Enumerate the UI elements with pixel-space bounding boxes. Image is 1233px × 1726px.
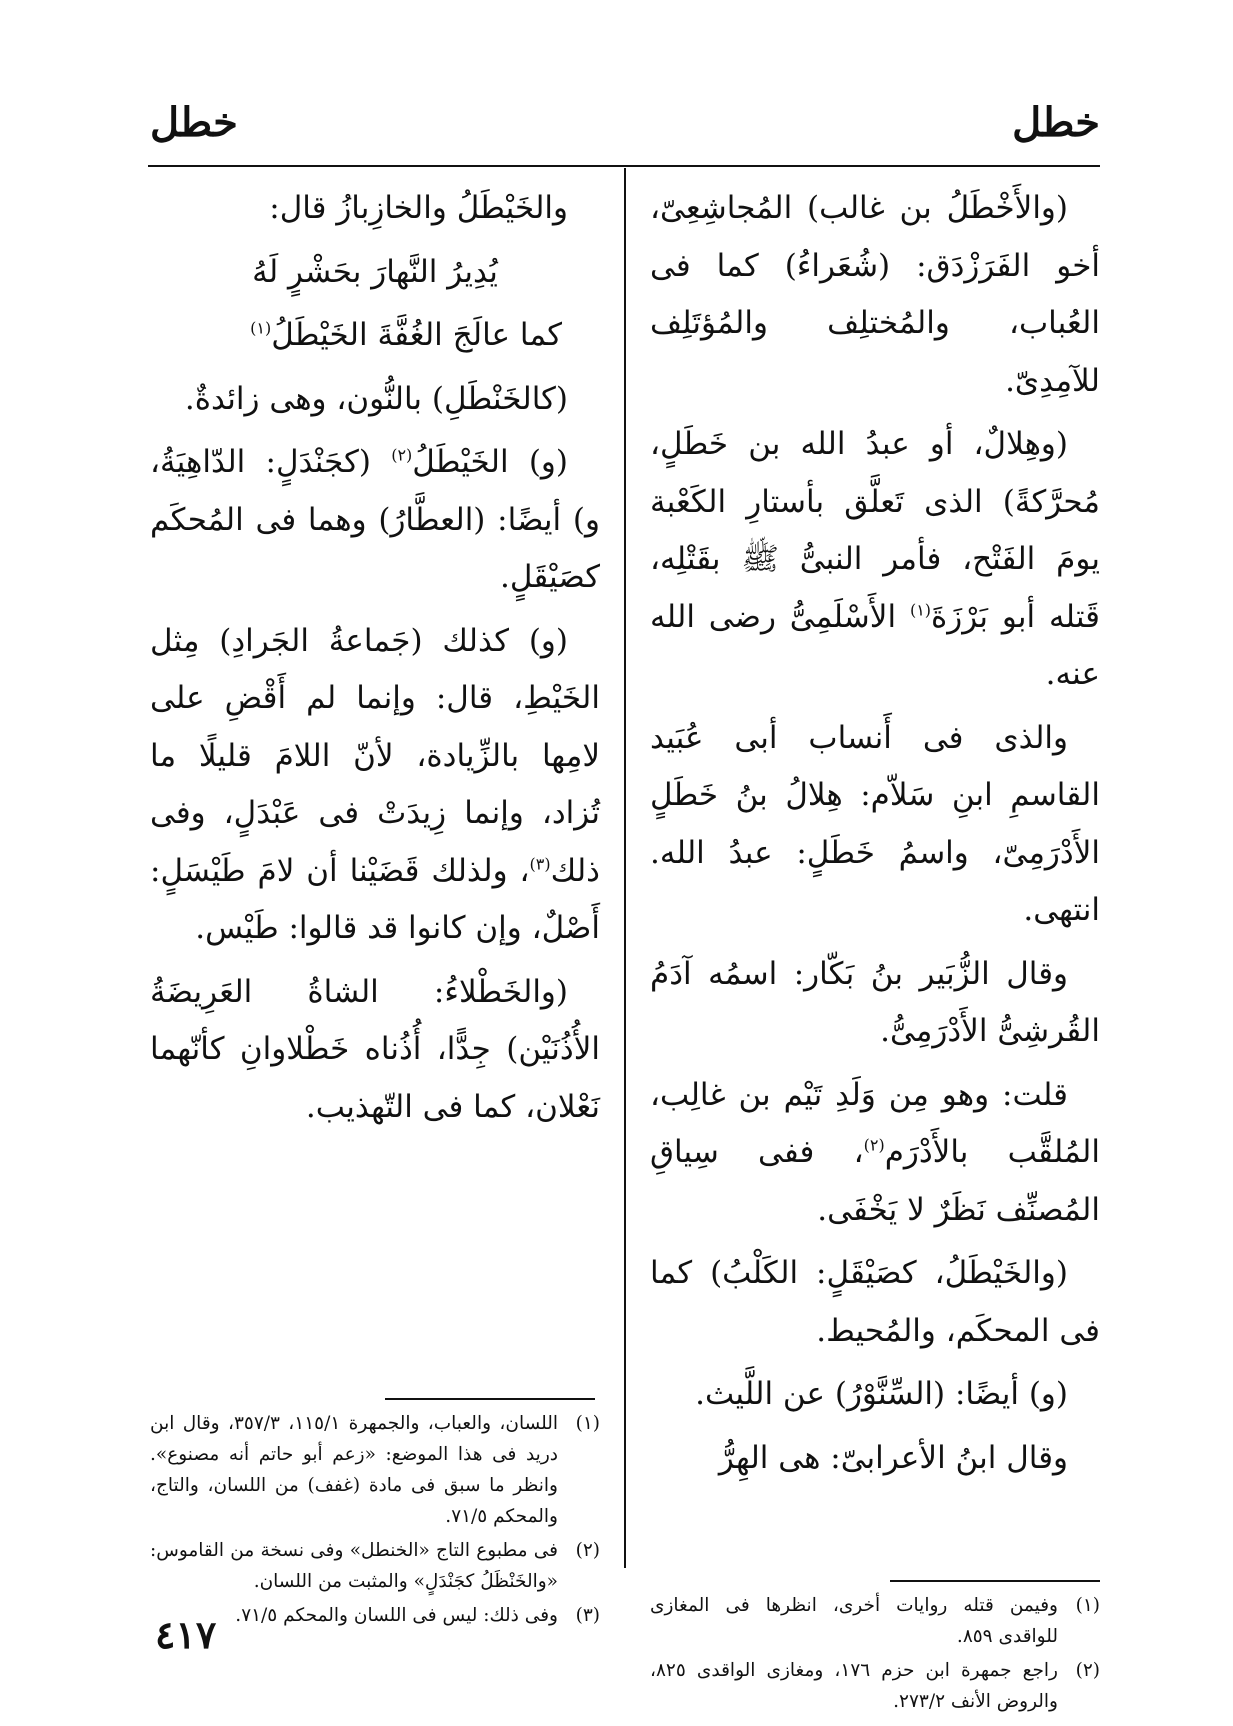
footnote-text: راجع جمهرة ابن حزم ١٧٦، ومغازى الواقدى ٨٢٥، والروض الأنف ٢٧٣/٢.	[650, 1660, 1058, 1712]
footnote-text: وفيمن قتله روايات أخرى، انظرها فى المغازى للواقدى ٨٥٩.	[650, 1595, 1058, 1647]
entry-zubayr: وقال الزُّبَير بنُ بَكّار: اسمُه آدَمُ القُرشِىُّ الأَدْرَمِىُّ.	[650, 955, 1100, 1049]
header-left-word: خطل	[150, 99, 238, 146]
footnote-text: اللسان، والعباب، والجمهرة ١١٥/١، ٣٥٧/٣، وقال ابن دريد فى هذا الموضع: «زعم أبو حاتم أنه مصنوع». وانظر ما سبق فى مادة (غفف) من اللسان، والتاج، والمحكم ٧١/٥.	[150, 1413, 558, 1527]
entry-jamaat-jarad-b: ، ولذلك قَضَيْنا أن لامَ طَيْسَلٍ: أَصْلٌ، وإن كانوا قد قالوا: طَيْس.	[150, 852, 600, 946]
footnote-ref: (٢)	[863, 1135, 885, 1155]
page-header	[150, 88, 1100, 158]
footnote-number: (٢)	[575, 1540, 600, 1561]
footnote-ref: (١)	[250, 318, 272, 338]
entry-qult-tail: ، ففى سِياقِ المُصنِّف نَظَرٌ لا يَخْفَى.	[650, 1134, 1100, 1228]
entry-sinnawr: (و) أيضًا: (السِّنَّوْرُ) عن اللَّيث.	[695, 1376, 1068, 1412]
footnote-number: (٣)	[575, 1605, 600, 1626]
entry-khaytal-dahiya	[150, 434, 600, 607]
left-column	[150, 180, 600, 1142]
entry-jamaat-jarad-a: (و) كذلك (جَماعةُ الجَرادِ) مِثل الخَيْطِ، قال: وإنما لم أَقْضِ على لامِها بالزِّيادة، لأنّ اللامَ قليلًا ما تُزاد، وإنما زِيدَتْ فى عَبْدَلٍ، وفى ذلك	[150, 622, 600, 889]
footnote-text: فى مطبوع التاج «الخنطل» وفى نسخة من القاموس: «والخَنْظَلُ كجَنْدَلٍ» والمثبت من اللسان.	[150, 1540, 558, 1592]
right-footnotes	[650, 1590, 1100, 1720]
footnote-item	[150, 1600, 600, 1631]
verse-line-2	[150, 307, 600, 365]
entry-hilal-tail: الأَسْلَمِىُّ رضى الله عنه.	[650, 598, 1100, 692]
footnote-ref: (٢)	[391, 445, 413, 465]
footnote-ref: (٣)	[529, 854, 551, 874]
header-rule	[148, 165, 1100, 167]
entry-qult-text: قلت: وهو مِن وَلَدِ تَيْم بن غالِب، المُلقَّب بالأَدْرَم	[650, 1076, 1100, 1170]
entry-ibn-arabi: وقال ابنُ الأعرابىّ: هى الهِرُّ	[718, 1439, 1068, 1476]
entry-qult	[650, 1067, 1100, 1240]
entry-khaytal-dahiya-a: (و) الخَيْطَلُ	[412, 444, 568, 480]
entry-ansab: والذى فى أَنساب أبى عُبَيد القاسمِ ابنِ سَلاّم: هِلالُ بنُ خَطَلٍ الأَدْرَمِىّ، واسمُ خَطَلٍ: عبدُ الله. انتهى.	[650, 719, 1100, 928]
right-footnote-rule	[890, 1580, 1100, 1582]
header-right-word: خطل	[1012, 99, 1100, 146]
footnote-number: (٢)	[1075, 1660, 1100, 1681]
footnote-ref: (١)	[909, 600, 932, 620]
entry-khantal: (كالخَنْطَلِ) بالنُّون، وهى زائدةٌ.	[184, 380, 568, 417]
footnote-item	[650, 1590, 1100, 1652]
entry-khaytal-kalb: (والخَيْطَلُ، كصَيْقَلٍ: الكَلْبُ) كما فى المحكَم، والمُحيط.	[650, 1255, 1100, 1349]
footnote-item	[150, 1535, 600, 1597]
footnote-text: وفى ذلك: ليس فى اللسان والمحكم ٧١/٥.	[235, 1605, 558, 1626]
left-footnote-rule	[385, 1398, 595, 1400]
verse-line-1: يُدِيرُ النَّهارَ بحَشْرٍ لَهُ	[252, 253, 498, 290]
footnote-item	[150, 1408, 600, 1532]
footnote-number: (١)	[575, 1413, 600, 1434]
entry-akhtal: (والأَخْطَلُ بن غالب) المُجاشِعِىّ، أخو الفَرَزْدَق: (شُعَراءُ) كما فى العُباب، والمُختلِف والمُؤتَلِف للآمِدِىّ.	[650, 190, 1100, 399]
entry-hilal-text: (وهِلالٌ، أو عبدُ الله بن خَطَلٍ، مُحرَّكةً) الذى تَعلَّق بأستارِ الكَعْبة يومَ الفَتْح، فأمر النبىُّ ﷺ بقَتْلِه، قَتله أبو بَرْزَةَ	[650, 426, 1100, 635]
entry-khaytal-intro: والخَيْطَلُ والخازِبازُ قال:	[269, 190, 568, 226]
entry-jamaat-jarad	[150, 613, 600, 958]
page-number: ٤١٧	[155, 1612, 217, 1657]
entry-khaytal-dahiya-b: (كجَنْدَلٍ: الدّاهِيَةُ، و) أيضًا: (العطَّارُ) وهما فى المُحكَم كصَيْقَلٍ.	[150, 444, 600, 595]
entry-hilal	[650, 416, 1100, 704]
left-footnotes	[150, 1408, 600, 1634]
footnote-number: (١)	[1075, 1595, 1100, 1616]
entry-khatla: (والخَطْلاءُ: الشاةُ العَرِيضَةُ الأُذُنَيْن) جِدًّا، أُذُناه خَطْلاوانِ كأنّهما نَعْلان، كما فى التّهذيب.	[150, 973, 600, 1125]
column-divider	[624, 168, 626, 1568]
footnote-item	[650, 1655, 1100, 1717]
right-column	[650, 180, 1100, 1493]
verse-line-2-text: كما عالَجَ الغُفَّةَ الخَيْطَلُ	[271, 317, 562, 353]
